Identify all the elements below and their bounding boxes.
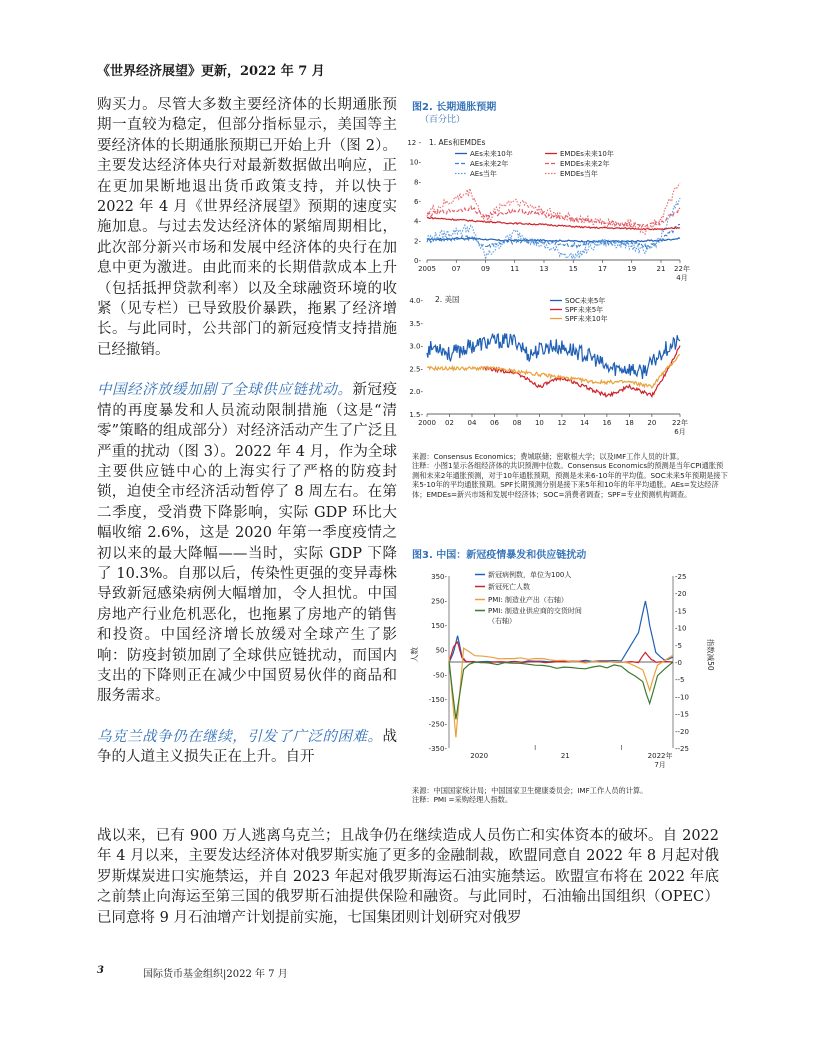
left-column-text [97, 95, 397, 768]
p2-legend-label: SPF未来5年 [565, 306, 604, 314]
figure3-source: 来源：中国国家统计局；中国国家卫生健康委员会；IMF工作人员的计算。 [412, 786, 648, 795]
f3-left-tick-label: 250- [431, 597, 447, 606]
full-width-paragraph: 战以来，已有 900 万人逃离乌克兰；且战争仍在继续造成人员伤亡和实体资本的破坏。自 2022 年 4 月以来，主要发达经济体对俄罗斯实施了更多的金融制裁，欧盟同意自 2022 年 8 月起对俄罗斯煤炭进口实施禁运，并自 2023 年起对俄罗斯海运石油实施禁运。欧盟宣布将在 2022 年底之前禁止向海运至第三国的俄罗斯石油提供保险和融资。与此同时，石油输出国组织（OPEC）已同意将 9 月石油增产计划提前实施，七国集团则计划研究对俄罗 [97, 828, 719, 926]
f3-left-tick-label: 350- [431, 573, 447, 581]
f3-right-tick-label: -10 [675, 624, 687, 633]
f3-legend-label: PMI: 制造业供应商的交货时间 [488, 607, 582, 615]
paragraph-1: 购买力。尽管大多数主要经济体的长期通胀预期一直较为稳定，但部分指标显示，美国等主要经济体的长期通胀预期已开始上升（图 2）。主要发达经济体央行对最新数据做出响应，正在更加果断地退出货币政策支持，并以快于 2022 年 4 月《世界经济展望》预期的速度实施加息。与过去发达经济体的紧缩周期相比，此次部分新兴市场和发展中经济体的央行在加息中更为激进。由此而来的长期借款成本上升（包括抵押贷款利率）以及全球融资环境的收紧（见专栏）已导致股价暴跌，拖累了经济增长。与此同时，公共部门的新冠疫情支持措施已经撤销。 [97, 97, 397, 358]
paragraph-2-lead: 中国经济放缓加剧了全球供应链扰动。 [97, 382, 353, 399]
p2-x-tick-label: 14 [579, 419, 589, 427]
p2-x-tick-label: 10 [534, 419, 544, 427]
p1-y-tick-label: 0- [414, 257, 421, 265]
f3-series-line-4 [449, 661, 673, 719]
p1-x-tick-label: 22年 [674, 265, 690, 273]
f3-left-tick-label: -350- [428, 745, 447, 753]
p1-y-tick-label: 4- [414, 217, 421, 226]
figure3-notes [412, 786, 730, 805]
p1-legend-label: EMDEs未来2年 [560, 160, 610, 168]
figure2-subtitle: （百分比） [420, 115, 466, 125]
figure3-title: 图3. 中国：新冠疫情暴发和供应链扰动 [412, 550, 587, 561]
p2-x-tick-label-month: 6月 [674, 428, 686, 436]
p1-x-tick-label: 21 [656, 265, 666, 273]
f3-right-tick-label: -15 [675, 607, 687, 616]
p1-legend-label: AEs未来2年 [470, 160, 509, 168]
f3-x-tick-label: 2020 [470, 752, 489, 760]
p1-x-tick-label: 07 [451, 265, 461, 273]
f3-x-tick-label: 2022年 [647, 752, 673, 760]
p1-x-tick-label: 2005 [418, 265, 436, 273]
p2-x-tick-label: 02 [445, 419, 454, 427]
f3-right-tick-label: --5 [675, 676, 685, 685]
p1-legend-label: AEs未来10年 [470, 150, 513, 158]
paragraph-3-lead: 乌克兰战争仍在继续，引发了广泛的困难。 [97, 728, 383, 745]
p1-x-tick-label-month: 4月 [676, 274, 688, 282]
f3-left-tick-label: 150- [431, 622, 447, 631]
f3-right-axis-label: 指数减50 [706, 638, 715, 671]
paragraph-3 [97, 727, 397, 768]
page-header: 《世界经济展望》更新，2022 年 7 月 [97, 64, 325, 79]
f3-left-tick-label: 50- [435, 646, 447, 655]
f3-x-tick-label-month: 7月 [654, 761, 666, 769]
f3-legend-label: 新冠病例数，单位为100人 [488, 571, 572, 579]
p2-x-tick-label: 04 [467, 419, 477, 427]
f3-legend-label: 新冠死亡人数 [488, 583, 530, 591]
f3-legend-label: PMI: 制造业产出（右轴） [488, 596, 568, 604]
f3-right-tick-label: -5 [675, 641, 682, 650]
f3-right-tick-label: --20 [675, 727, 689, 736]
p1-legend-label: EMDEs未来10年 [560, 150, 614, 158]
p2-y-tick-label: 1.5- [409, 411, 423, 419]
p2-x-tick-label: 06 [490, 419, 499, 427]
p2-legend-label: SOC未来5年 [565, 297, 606, 305]
p1-y-tick-label: 6- [414, 198, 421, 206]
figure2-source: 来源：Consensus Economics；费城联储；密歇根大学；以及IMF工作人员的计算。 [412, 452, 684, 461]
p1-y-tick-label: 2- [414, 237, 421, 246]
p1-y-tick-label: 8- [414, 178, 421, 187]
p2-y-tick-label: 2.5- [409, 365, 423, 374]
f3-right-tick-label: -20 [675, 590, 687, 599]
p2-legend-label: SPF未来10年 [565, 315, 608, 323]
f3-right-tick-label: --15 [675, 710, 689, 719]
p1-x-tick-label: 09 [481, 265, 490, 273]
p2-series-line-1 [427, 333, 680, 379]
figure2-note: 注释：小图1显示各组经济体的共识预测中位数。Consensus Economics的预测是当年CPI通胀预测和未来2年通胀预测，对于10年通胀预期，预测是未来6-10年的平均值。SOC未来5年预期是接下来5-10年的平均通胀预期。SPF长期预测分别是接下来5年和10年的年平均通胀。AEs=发达经济体；EMDEs=新兴市场和发展中经济体；SOC=消费者调查；SPF=专业预测机构调查。 [412, 461, 728, 499]
figure2-title: 图2. 长期通胀预期 [412, 102, 497, 113]
f3-series-line-2 [449, 642, 673, 663]
p2-y-tick-label: 2.0- [409, 388, 423, 397]
p1-x-tick-label: 19 [627, 265, 637, 273]
f3-left-tick-label: -150- [428, 695, 447, 704]
p1-legend-label: EMDEs当年 [560, 170, 598, 178]
f3-left-axis-label: 人数 [410, 647, 419, 663]
paragraph-3-body: 战争的人道主义损失正在上升。自开 [97, 728, 397, 766]
p1-y-tick-label: 10- [409, 158, 421, 167]
f3-right-tick-label: -25 [675, 573, 687, 581]
p2-x-tick-label: 18 [624, 419, 634, 427]
page-number: 3 [97, 965, 104, 976]
p2-y-tick-label: 4.0- [409, 297, 423, 305]
p1-x-tick-label: 17 [598, 265, 607, 273]
figure3-note: 注释：PMI =采购经理人指数。 [412, 795, 513, 805]
figure2-panel2-chart [405, 292, 705, 442]
footer-org: 国际货币基金组织|2022 年 7 月 [143, 969, 288, 980]
f3-left-tick-label: -50- [433, 671, 447, 680]
p2-y-tick-label: 3.5- [409, 319, 423, 328]
paragraph-2 [97, 380, 397, 707]
figure3-chart [405, 562, 715, 780]
p1-panel-title: 1. AEs和EMDEs [429, 138, 486, 147]
f3-right-tick-label: --10 [675, 693, 689, 702]
figure2-panel1-chart [405, 132, 705, 287]
f3-right-tick-label: -0 [675, 659, 682, 667]
f3-left-tick-label: -250- [428, 720, 447, 729]
p1-x-tick-label: 11 [510, 265, 520, 273]
p2-x-tick-label: 12 [557, 419, 567, 427]
p2-x-tick-label: 16 [602, 419, 612, 427]
p2-y-tick-label: 3.0- [409, 342, 423, 351]
p1-y-tick-label: 12 - [407, 139, 421, 147]
p2-x-tick-label: 22年 [672, 419, 688, 427]
p1-legend-label: AEs当年 [470, 170, 497, 178]
p2-x-tick-label: 2000 [418, 419, 436, 427]
p1-x-tick-label: 15 [568, 265, 578, 273]
paragraph-2-body: 新冠疫情的再度暴发和人员流动限制措施（这是“清零”策略的组成部分）对经济活动产生了广泛且严重的扰动（图 3）。2022 年 4 月，作为全球主要供应链中心的上海实行了严格的防疫封锁，迫使全市经济活动暂停了 8 周左右。在第二季度，受消费下降影响，实际 GDP 环比大幅收缩 2.6%，这是 2020 年第一季度疫情之初以来的最大降幅——当时，实际 GDP 下降了 10.3%。自那以后，传染性更强的变异毒株导致新冠感染病例大幅增加，令人担忧。中国房地产行业危机恶化，也拖累了房地产的销售和投资。中国经济增长放缓对全球产生了影响：防疫封锁加剧了全球供应链扰动，而国内支出的下降则正在减少中国贸易伙伴的商品和服务需求。 [97, 382, 398, 705]
p2-x-tick-label: 08 [512, 419, 522, 427]
f3-right-tick-label: --25 [675, 745, 689, 753]
p1-x-tick-label: 13 [539, 265, 549, 273]
p2-x-tick-label: 20 [647, 419, 657, 427]
p2-panel-title: 2. 美国 [435, 295, 460, 304]
figure2-notes [412, 452, 730, 499]
f3-x-tick-label: 21 [560, 752, 570, 760]
f3-legend-label-cont: （右轴） [488, 617, 516, 625]
